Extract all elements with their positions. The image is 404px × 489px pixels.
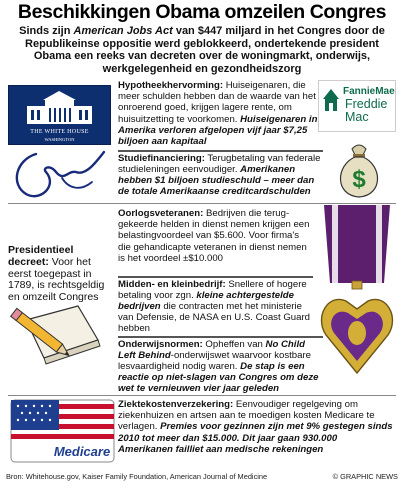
section-emphasis: Huiseigenaren in Amerika verloren afgelopen vijf jaar $7,25 biljoen aan kapitaal <box>118 113 318 148</box>
section-mortgage <box>118 80 318 147</box>
section-emphasis-2: De stap is een reactie op niet-slagen van Congres om deze wet te vernieuwen vier jaar geleden <box>118 360 319 395</box>
section-text: Huiseigenaren, die meer schulden hebben dan de waarde van het onroerend goed, krijgen lagere rente, om huisuitzetting te voorkomen. <box>118 80 316 125</box>
medicare-label: Medicare <box>53 444 111 459</box>
section-emphasis: No Child Left Behind <box>118 338 305 361</box>
section-text2: die contracten met het ministerie van Defensie, de NASA en U.S. Coast Guard hebben <box>118 300 310 335</box>
section-veterans <box>118 208 313 264</box>
section-head: Midden- en kleinbedrijf: <box>118 278 226 290</box>
decree-text: Voor het eerst toegepast in 1789, is rechtsgeldig en omzeilt Congres <box>8 255 105 304</box>
intro-part2: van $447 miljard in het Congres door de Republikeinse oppositie werd geblokkeerd, ondertekende president Obama een reeks van decreten over de woningmarkt, onderwijs, werkgelegenheid en gezondheidszorg <box>25 25 385 75</box>
section-head: Studiefinanciering: <box>118 152 205 164</box>
medicare-card-icon <box>10 399 115 463</box>
section-health-insurance <box>118 399 393 455</box>
money-bag-icon <box>330 139 388 199</box>
section-rule <box>118 336 323 338</box>
section-text: Opheffen van <box>202 338 266 350</box>
divider <box>8 203 396 204</box>
decree-head: Presidentieel decreet: <box>8 244 74 268</box>
intro-part1: Sinds zijn <box>19 25 74 37</box>
section-head: Ziektekostenverzekering: <box>118 399 234 410</box>
section-head: Oorlogsveteranen: <box>118 208 204 219</box>
section-rule <box>118 150 323 152</box>
section-student-finance <box>118 150 323 197</box>
freddie-logo-text: Freddie Mac <box>345 97 388 124</box>
section-small-business <box>118 276 313 335</box>
section-text: Eenvoudiger regelgeving om ziekenhuizen en artsen aan te moedigen kosten Medicare te verlagen. <box>118 399 375 433</box>
source-note: Bron: Whitehouse.gov, Kaiser Family Foundation, American Journal of Medicine <box>6 472 268 481</box>
section-head: Onderwijsnormen: <box>118 338 203 350</box>
section-text: Terugbetaling van federale studieleningen eenvoudiger. <box>118 152 321 175</box>
decree-note <box>8 245 108 304</box>
intro-text <box>8 25 396 75</box>
credit-note: © GRAPHIC NEWS <box>332 472 398 481</box>
pencil-book-icon <box>8 300 108 368</box>
section-education <box>118 336 323 395</box>
white-house-image <box>8 85 111 145</box>
white-house-label: THE WHITE HOUSE <box>30 129 89 135</box>
purple-heart-medal-icon <box>318 205 396 375</box>
section-emphasis: kleine achtergestelde bedrijven <box>118 289 294 312</box>
page-title: Beschikkingen Obama omzeilen Congres <box>17 1 387 23</box>
fannie-freddie-logo <box>318 80 396 132</box>
section-text: Bedrijven die teruggekeerde helden in dienst nemen krijgen een belastingvoordeel van $5.600. Voor firma's die gehandicapte veteranen in dienst nemen is het voordeel ±$10.000 <box>118 208 310 264</box>
white-house-sub: WASHINGTON <box>44 137 75 142</box>
section-text2: -onderwijswet waarvoor kostbare lesvaardigheid nodig waren. <box>118 349 311 372</box>
white-house-icon <box>9 86 110 144</box>
dollar-sign: $ <box>352 166 366 193</box>
fannie-logo-text: FannieMae <box>343 86 395 97</box>
divider <box>8 395 396 396</box>
section-text: Snellere of hogere betaling voor zgn. <box>118 278 307 301</box>
section-emphasis: Amerikanen hebben $1 biljoen studieschuld – meer dan de totale Amerikaanse creditcardschulden <box>118 163 315 198</box>
intro-act-name: American Jobs Act <box>73 25 173 37</box>
section-rule <box>118 276 313 278</box>
section-head: Hypotheekhervorming: <box>118 80 224 91</box>
section-emphasis: Premies voor gezinnen zijn met 9% gestegen sinds 2010 tot meer dan $15.000. Dit jaar gaan 930.000 Amerikanen failliet aan medische rekeningen <box>118 421 393 455</box>
signature-image <box>6 142 110 202</box>
